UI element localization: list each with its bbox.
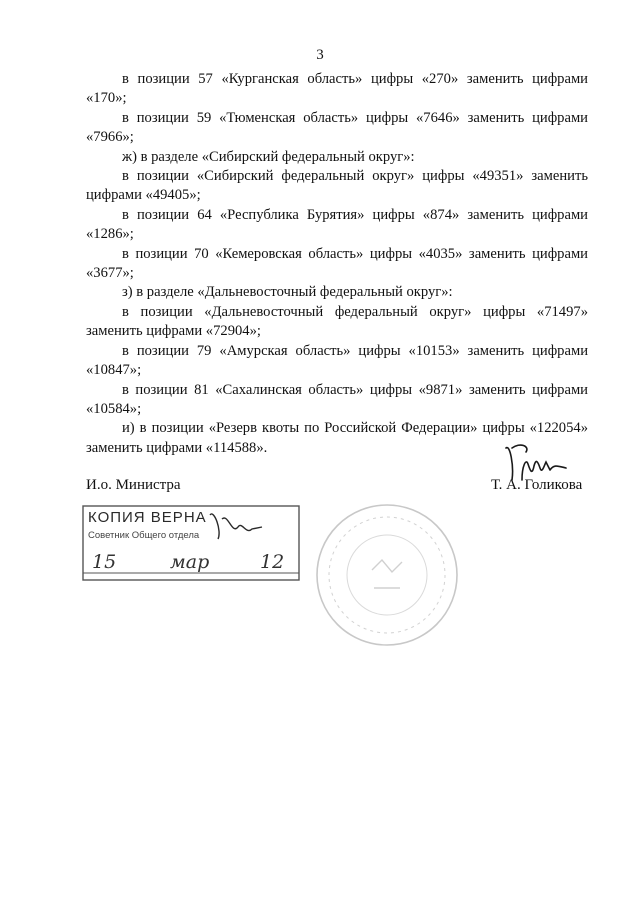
document-body [86,70,588,458]
page-number: 3 [316,47,324,63]
paragraph: в позиции «Сибирский федеральный округ» цифры «49351» заменить цифрами «49405»; [86,168,588,204]
paragraph: в позиции 64 «Республика Бурятия» цифры «874» заменить цифрами «1286»; [86,206,588,243]
section-heading: ж) в разделе «Сибирский федеральный округ»: [122,148,415,165]
paragraph: и) в позиции «Резерв квоты по Российской Федерации» цифры «122054» заменить цифрами «114588». [86,420,588,456]
paragraph: в позиции 59 «Тюменская область» цифры «7646» заменить цифрами «7966»; [86,109,588,146]
signatory-role: И.о. Министра [86,477,181,493]
paragraph: в позиции 57 «Курганская область» цифры «270» заменить цифрами «170»; [86,71,588,107]
stamp-subtitle: Советник Общего отдела [88,530,200,541]
paragraph: в позиции 79 «Амурская область» цифры «10153» заменить цифрами «10847»; [86,342,588,379]
stamp-date-day: 15 [92,551,117,573]
stamp-date-year: 12 [260,551,285,573]
stamp-date-month: мар [170,551,210,573]
paragraph: в позиции «Дальневосточный федеральный округ» цифры «71497» заменить цифрами «72904»; [86,303,588,340]
official-seal [312,500,462,650]
stamp-title: КОПИЯ ВЕРНА [88,509,207,526]
copy-verified-stamp [82,505,302,583]
paragraph: в позиции 81 «Сахалинская область» цифры «9871» заменить цифрами «10584»; [86,381,588,417]
section-heading: з) в разделе «Дальневосточный федеральный округ»: [122,284,453,301]
paragraph: в позиции 70 «Кемеровская область» цифры «4035» заменить цифрами «3677»; [86,245,588,282]
signatory-name: Т. А. Голикова [491,477,583,493]
